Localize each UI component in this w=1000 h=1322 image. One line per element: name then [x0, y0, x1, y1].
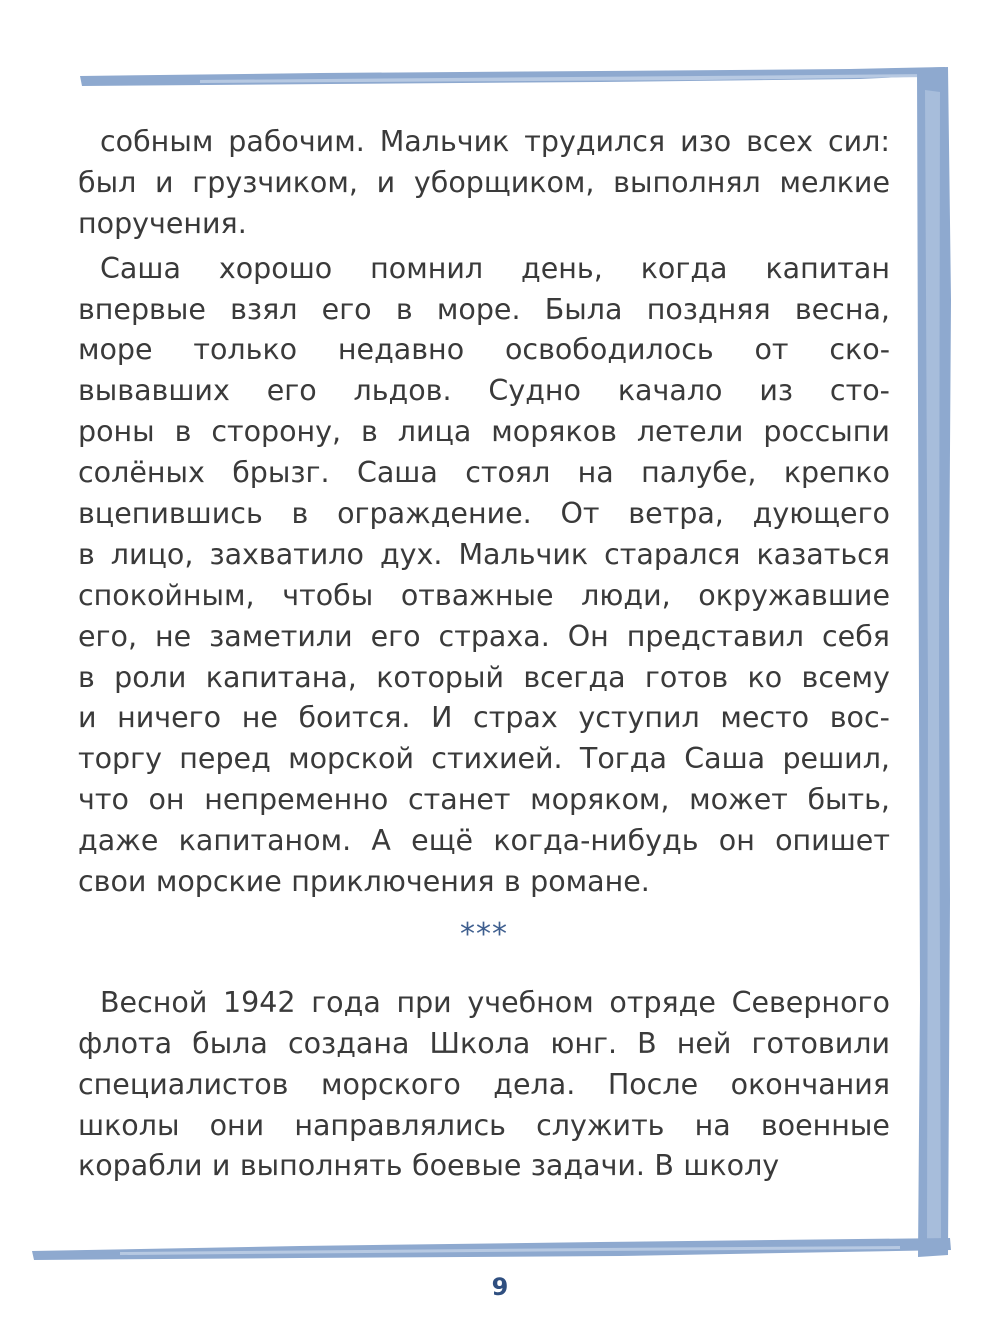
word: быть, — [807, 783, 890, 817]
word: ограждение. — [337, 497, 532, 531]
word: торгу — [78, 742, 162, 776]
text-line — [78, 371, 890, 412]
word: солёных — [78, 456, 205, 490]
word: приключения — [291, 865, 495, 899]
word: капитана, — [205, 660, 357, 694]
word: россыпи — [763, 415, 890, 449]
word: спокойным, — [78, 578, 255, 612]
word: страха. — [438, 619, 550, 653]
word: освободилось — [504, 333, 714, 367]
word: Саша — [356, 456, 438, 490]
word: в — [503, 865, 521, 899]
text-line — [78, 290, 890, 331]
word: юнг. — [550, 1026, 618, 1060]
text-line — [78, 412, 890, 453]
word: всех — [746, 125, 813, 158]
word: себя — [821, 619, 890, 653]
word: от — [754, 333, 789, 367]
text-line — [78, 862, 890, 903]
word: опишет — [775, 824, 890, 858]
word: хорошо — [218, 251, 333, 285]
word: льдов. — [353, 374, 452, 408]
word: море. — [436, 292, 521, 326]
word: От — [560, 497, 600, 531]
word: в — [78, 537, 95, 571]
word: капитан — [765, 251, 890, 285]
word: чтобы — [282, 578, 374, 612]
text-line — [78, 698, 890, 739]
text-line — [78, 122, 890, 163]
text-line — [78, 1146, 890, 1187]
text-line — [78, 494, 890, 535]
word: всегда — [523, 660, 626, 694]
word: морской — [288, 742, 414, 776]
word: в — [395, 292, 413, 326]
word: день, — [521, 251, 603, 285]
word: Северного — [731, 985, 890, 1019]
main-text — [78, 122, 890, 1187]
word: его — [266, 374, 317, 408]
word: корабли — [78, 1149, 203, 1183]
text-line — [78, 1024, 890, 1065]
word: крепко — [783, 456, 890, 490]
word: И — [431, 701, 453, 735]
word: который — [376, 660, 505, 694]
word: люди, — [581, 578, 671, 612]
text-line — [78, 576, 890, 617]
text-line — [78, 535, 890, 576]
word: в — [361, 415, 378, 449]
word: взял — [230, 292, 298, 326]
word: поручения. — [78, 206, 247, 240]
word: создана — [287, 1026, 410, 1060]
word: отряде — [609, 985, 716, 1019]
word: недавно — [337, 333, 465, 367]
word: казаться — [756, 537, 890, 571]
word: брызг. — [232, 456, 330, 490]
word: А — [371, 824, 391, 858]
word: капитаном. — [178, 824, 352, 858]
word: романе. — [530, 865, 650, 899]
word: дующего — [752, 497, 890, 531]
paragraph-1 — [78, 122, 890, 245]
text-line — [78, 1106, 890, 1147]
word: направлялись — [294, 1108, 506, 1142]
word: был — [78, 165, 137, 199]
word: не — [154, 619, 192, 653]
word: ней — [676, 1026, 732, 1060]
word: на — [577, 456, 614, 490]
word: ветра, — [628, 497, 724, 531]
page-number: 9 — [491, 1273, 509, 1301]
word: дух. — [379, 537, 443, 571]
word: ско- — [829, 333, 890, 367]
word: сторону, — [211, 415, 342, 449]
word: ничего — [117, 701, 222, 735]
paragraph-3 — [78, 983, 890, 1187]
word: перед — [179, 742, 271, 776]
word: Судно — [488, 374, 581, 408]
word: Саша — [100, 251, 181, 285]
word: изо — [680, 125, 732, 158]
word: Саша — [684, 742, 766, 776]
word: палубе, — [641, 456, 757, 490]
word: боится. — [298, 701, 411, 735]
word: моряком, — [530, 783, 670, 817]
word: готовили — [751, 1026, 890, 1060]
word: военные — [760, 1108, 890, 1142]
word: и — [376, 165, 396, 199]
word: отважные — [400, 578, 554, 612]
word: в — [174, 415, 192, 449]
word: решил, — [782, 742, 890, 776]
word: была — [192, 1026, 268, 1060]
text-line — [78, 330, 890, 371]
word: лицо, — [110, 537, 194, 571]
word: рабочим. — [228, 125, 365, 158]
word: и — [155, 165, 174, 199]
word: года — [311, 985, 381, 1019]
word: мелкие — [779, 165, 890, 199]
word: грузчиком, — [192, 165, 358, 199]
word: свои — [78, 865, 147, 899]
word: собным — [100, 125, 214, 158]
word: непременно — [204, 783, 389, 817]
word: Была — [544, 292, 623, 326]
section-separator: *** — [460, 916, 508, 952]
word: морского — [321, 1067, 461, 1101]
word: помнил — [370, 251, 484, 285]
text-line — [78, 983, 890, 1024]
word: В — [637, 1026, 657, 1060]
word: ко — [747, 660, 783, 694]
word: поздняя — [646, 292, 771, 326]
word: роны — [78, 415, 155, 449]
word: окончания — [730, 1067, 890, 1101]
word: он — [148, 783, 185, 817]
word: его, — [78, 619, 138, 653]
word: только — [193, 333, 298, 367]
word: даже — [78, 824, 159, 858]
word: его — [370, 619, 421, 653]
word: моряков — [491, 415, 617, 449]
text-line — [78, 163, 890, 204]
word: трудился — [524, 125, 666, 158]
word: в — [78, 660, 95, 694]
text-line — [78, 780, 890, 821]
word: Весной — [100, 985, 208, 1019]
word: вцепившись — [78, 497, 263, 531]
word: море — [78, 333, 153, 367]
text-line — [78, 617, 890, 658]
word: место — [720, 701, 810, 735]
word: при — [396, 985, 452, 1019]
text-line — [78, 1065, 890, 1106]
word: окружавшие — [698, 578, 890, 612]
word: старался — [604, 537, 741, 571]
word: задачи. — [530, 1149, 645, 1183]
word: боевые — [412, 1149, 522, 1183]
word: 1942 — [223, 985, 296, 1019]
word: служить — [536, 1108, 665, 1142]
word: в — [291, 497, 309, 531]
word: выполнять — [239, 1149, 403, 1183]
word: когда — [640, 251, 728, 285]
text-line — [78, 739, 890, 780]
word: В — [654, 1149, 674, 1183]
word: стихией. — [431, 742, 563, 776]
word: Он — [567, 619, 609, 653]
word: не — [241, 701, 278, 735]
word: морские — [155, 865, 282, 899]
word: Мальчик — [458, 537, 589, 571]
word: весна, — [794, 292, 890, 326]
word: он — [718, 824, 755, 858]
word: всему — [801, 660, 890, 694]
word: школу — [683, 1149, 780, 1183]
text-line — [78, 204, 890, 245]
word: готов — [644, 660, 729, 694]
word: захватило — [209, 537, 364, 571]
word: заметили — [209, 619, 353, 653]
word: они — [209, 1108, 265, 1142]
word: когда-нибудь — [493, 824, 699, 858]
text-line — [78, 821, 890, 862]
word: Тогда — [579, 742, 667, 776]
word: лица — [397, 415, 472, 449]
word: Мальчик — [379, 125, 510, 158]
word: что — [78, 783, 129, 817]
word: вос- — [829, 701, 890, 735]
word: и — [211, 1149, 231, 1183]
word: школы — [78, 1108, 180, 1142]
word: уборщиком, — [413, 165, 595, 199]
word: флота — [78, 1026, 173, 1060]
word: из — [759, 374, 794, 408]
word: специалистов — [78, 1067, 289, 1101]
word: на — [694, 1108, 731, 1142]
word: дела. — [493, 1067, 576, 1101]
word: летели — [636, 415, 744, 449]
word: его — [321, 292, 372, 326]
text-line — [78, 249, 890, 290]
word: вывавших — [78, 374, 230, 408]
word: качало — [617, 374, 723, 408]
word: сил: — [827, 125, 890, 158]
word: После — [607, 1067, 699, 1101]
word: Школа — [429, 1026, 531, 1060]
word: и — [78, 701, 97, 735]
word: ещё — [411, 824, 474, 858]
word: роли — [114, 660, 187, 694]
word: впервые — [78, 292, 206, 326]
word: представил — [626, 619, 805, 653]
word: может — [689, 783, 788, 817]
word: стоял — [465, 456, 551, 490]
paragraph-2 — [78, 249, 890, 903]
word: страх — [473, 701, 558, 735]
word: выполнял — [613, 165, 761, 199]
word: учебном — [467, 985, 594, 1019]
word: сто- — [829, 374, 890, 408]
text-line — [78, 658, 890, 699]
word: уступил — [578, 701, 700, 735]
word: станет — [407, 783, 511, 817]
text-line — [78, 453, 890, 494]
